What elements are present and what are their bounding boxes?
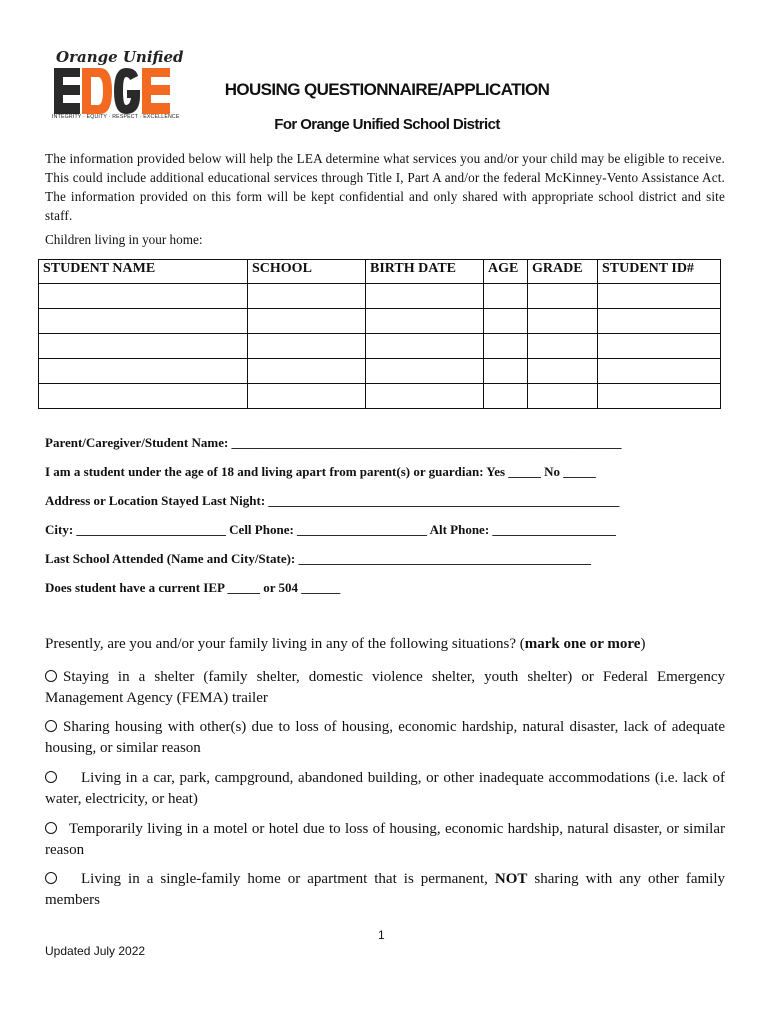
table-cell[interactable] bbox=[598, 384, 721, 409]
table-cell[interactable] bbox=[528, 334, 598, 359]
table-cell[interactable] bbox=[39, 359, 248, 384]
table-cell[interactable] bbox=[528, 384, 598, 409]
table-cell[interactable] bbox=[366, 309, 484, 334]
table-cell[interactable] bbox=[484, 309, 528, 334]
parent-name-field[interactable]: Parent/Caregiver/Student Name: ____________________________________________________________ bbox=[45, 435, 622, 450]
option-car-park[interactable]: Living in a car, park, campground, abandoned building, or other inadequate accommodations (i.e. lack of water, electricity, or heat) bbox=[45, 770, 725, 807]
table-cell[interactable] bbox=[528, 284, 598, 309]
table-cell[interactable] bbox=[39, 384, 248, 409]
footer-updated: Updated July 2022 bbox=[45, 944, 146, 958]
table-row bbox=[39, 284, 721, 309]
table-cell[interactable] bbox=[248, 284, 366, 309]
option-motel-hotel[interactable]: Temporarily living in a motel or hotel due to loss of housing, economic hardship, natural disaster, or similar reason bbox=[45, 821, 725, 858]
radio-circle-icon[interactable] bbox=[45, 720, 57, 732]
form-subtitle: For Orange Unified School District bbox=[274, 116, 500, 133]
table-header-row bbox=[39, 260, 721, 284]
city-phone-field[interactable]: City: _______________________ Cell Phone: ____________________ Alt Phone: ___________________ bbox=[45, 522, 616, 537]
table-cell[interactable] bbox=[39, 284, 248, 309]
form-title: HOUSING QUESTIONNAIRE/APPLICATION bbox=[224, 80, 550, 99]
iep-504-field[interactable]: Does student have a current IEP _____ or 504 ______ bbox=[45, 580, 341, 595]
table-cell[interactable] bbox=[598, 284, 721, 309]
radio-circle-icon[interactable] bbox=[45, 822, 57, 834]
table-cell[interactable] bbox=[248, 359, 366, 384]
table-cell[interactable] bbox=[484, 284, 528, 309]
radio-circle-icon[interactable] bbox=[45, 670, 57, 682]
option-permanent-home[interactable]: Living in a single-family home or apartment that is permanent, NOT sharing with any other family members bbox=[45, 871, 725, 908]
table-cell[interactable] bbox=[248, 309, 366, 334]
table-cell[interactable] bbox=[366, 284, 484, 309]
radio-circle-icon[interactable] bbox=[45, 771, 57, 783]
address-field[interactable]: Address or Location Stayed Last Night: ______________________________________________________ bbox=[45, 493, 620, 508]
table-cell[interactable] bbox=[366, 359, 484, 384]
students-table bbox=[38, 259, 721, 409]
table-row bbox=[39, 334, 721, 359]
col-student-id: STUDENT ID# bbox=[598, 260, 721, 284]
table-cell[interactable] bbox=[598, 334, 721, 359]
table-cell[interactable] bbox=[39, 309, 248, 334]
table-cell[interactable] bbox=[598, 309, 721, 334]
radio-circle-icon[interactable] bbox=[45, 872, 57, 884]
table-cell[interactable] bbox=[366, 384, 484, 409]
table-cell[interactable] bbox=[484, 334, 528, 359]
situation-question: Presently, are you and/or your family living in any of the following situations? (mark one or more) bbox=[45, 636, 646, 652]
col-grade: GRADE bbox=[528, 260, 598, 284]
table-cell[interactable] bbox=[598, 359, 721, 384]
table-cell[interactable] bbox=[484, 384, 528, 409]
col-birth-date: BIRTH DATE bbox=[366, 260, 484, 284]
col-school: SCHOOL bbox=[248, 260, 366, 284]
logo-script-text: Orange Unified bbox=[56, 48, 184, 66]
intro-paragraph: The information provided below will help the LEA determine what services you and/or your child may be eligible to receive. This could include additional educational services through Title I, Part A and/or the federal McKinney-Vento Assistance Act. The information provided on this form will be kept confidential and only shared with appropriate school district and site staff. bbox=[45, 151, 725, 223]
student-under-18-field[interactable]: I am a student under the age of 18 and living apart from parent(s) or guardian: Yes _____ No _____ bbox=[45, 464, 596, 479]
col-student-name: STUDENT NAME bbox=[39, 260, 248, 284]
table-cell[interactable] bbox=[248, 334, 366, 359]
table-cell[interactable] bbox=[366, 334, 484, 359]
table-row bbox=[39, 359, 721, 384]
children-label: Children living in your home: bbox=[45, 232, 203, 247]
table-cell[interactable] bbox=[248, 384, 366, 409]
table-row bbox=[39, 309, 721, 334]
option-shelter[interactable]: Staying in a shelter (family shelter, domestic violence shelter, youth shelter) or Federal Emergency Management Agency (FEMA) trailer bbox=[45, 669, 725, 706]
page-number: 1 bbox=[378, 928, 385, 942]
logo-tagline: INTEGRITY · EQUITY · RESPECT · EXCELLENCE bbox=[52, 114, 180, 120]
option-sharing-housing[interactable]: Sharing housing with other(s) due to loss of housing, economic hardship, natural disaster, lack of adequate housing, or similar reason bbox=[45, 719, 725, 756]
last-school-field[interactable]: Last School Attended (Name and City/State): _____________________________________________ bbox=[45, 551, 591, 566]
table-cell[interactable] bbox=[484, 359, 528, 384]
col-age: AGE bbox=[484, 260, 528, 284]
table-cell[interactable] bbox=[39, 334, 248, 359]
table-cell[interactable] bbox=[528, 309, 598, 334]
table-cell[interactable] bbox=[528, 359, 598, 384]
table-row bbox=[39, 384, 721, 409]
